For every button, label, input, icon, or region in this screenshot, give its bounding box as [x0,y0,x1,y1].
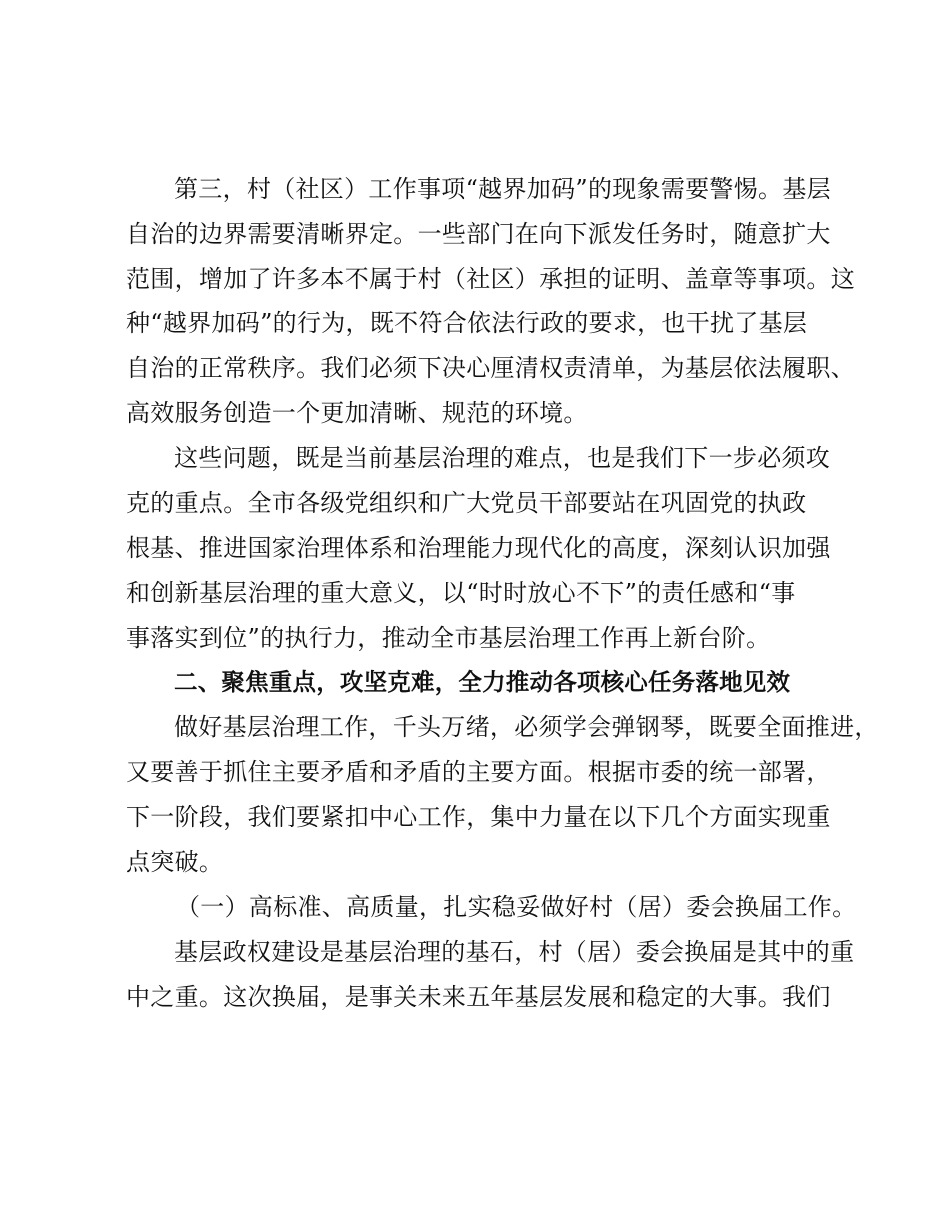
paragraph-line: 克的重点。全市各级党组织和广大党员干部要站在巩固党的执政 [126,489,807,517]
paragraph-line: 事落实到位”的执行力，推动全市基层治理工作再上新台阶。 [126,624,771,652]
paragraph-line: 范围，增加了许多本不属于村（社区）承担的证明、盖章等事项。这 [126,265,855,293]
paragraph-line: 基层政权建设是基层治理的基石，村（居）委会换届是其中的重 [174,938,855,966]
paragraph-line: 第三，村（社区）工作事项“越界加码”的现象需要警惕。基层 [174,175,831,203]
paragraph-line: 根基、推进国家治理体系和治理能力现代化的高度，深刻认识加强 [126,534,831,562]
paragraph-line: 点突破。 [126,848,224,876]
paragraph-line: 种“越界加码”的行为，既不符合依法行政的要求，也干扰了基层 [126,309,808,337]
paragraph-line: 又要善于抓住主要矛盾和矛盾的主要方面。根据市委的统一部署， [126,758,831,786]
paragraph-line: 下一阶段，我们要紧扣中心工作，集中力量在以下几个方面实现重 [126,803,831,831]
subsection-heading: （一）高标准、高质量，扎实稳妥做好村（居）委会换届工作。 [176,893,857,921]
paragraph-line: 这些问题，既是当前基层治理的难点，也是我们下一步必须攻 [174,444,831,472]
paragraph-line: 高效服务创造一个更加清晰、规范的环境。 [126,399,588,427]
paragraph-line: 自治的边界需要清晰界定。一些部门在向下派发任务时，随意扩大 [126,220,831,248]
paragraph-line: 中之重。这次换届，是事关未来五年基层发展和稳定的大事。我们 [126,983,831,1011]
section-heading: 二、聚焦重点，攻坚克难，全力推动各项核心任务落地见效 [174,668,791,696]
paragraph-line: 做好基层治理工作，千头万绪，必须学会弹钢琴，既要全面推进， [174,713,879,741]
paragraph-line: 自治的正常秩序。我们必须下决心厘清权责清单，为基层依法履职、 [126,354,855,382]
paragraph-line: 和创新基层治理的重大意义，以“时时放心不下”的责任感和“事 [126,579,796,607]
